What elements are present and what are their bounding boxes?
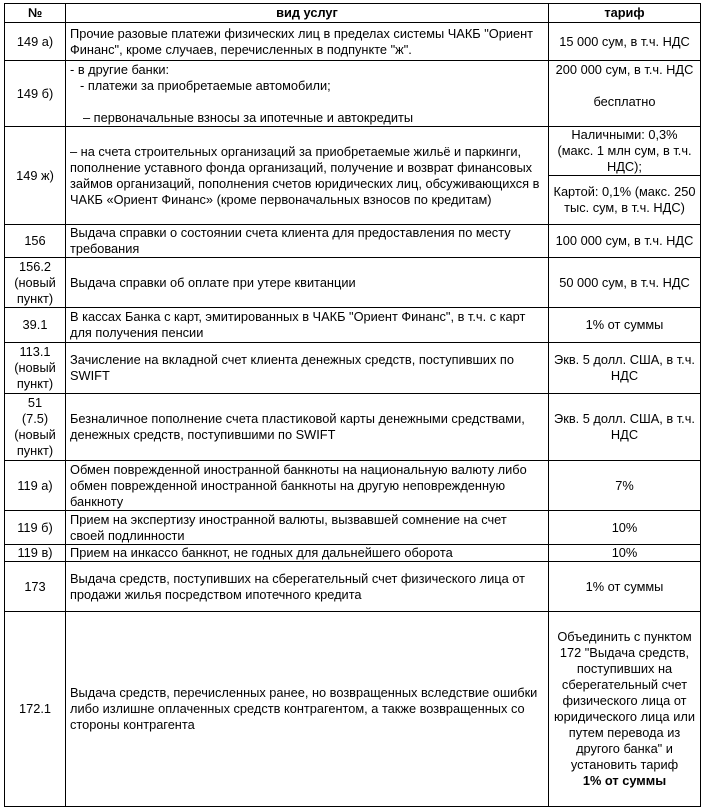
tariff-line: 200 000 сум, в т.ч. НДС (555, 62, 694, 77)
row-tariff (549, 61, 701, 127)
header-service: вид услуг (66, 4, 549, 23)
table-row (5, 308, 701, 343)
table-row (5, 612, 701, 807)
tariff-bold-text: 1% от суммы (582, 773, 667, 788)
row-number: 119 б) (5, 511, 66, 545)
header-tariff: тариф (549, 4, 701, 23)
row-number: 149 а) (5, 23, 66, 61)
row-number: 39.1 (5, 308, 66, 343)
row-service: – на счета строительных организаций за приобретаемые жильё и паркинги, пополнение уставного фонда организаций, получение и возврат финансовых займов организаций, пополнения счетов юридических лиц, обсуживающихся в ЧАКБ «Ориент Финанс» (кроме первоначальных взносов по кредитам) (66, 127, 549, 225)
row-service: Обмен поврежденной иностранной банкноты на национальную валюту либо обмен поврежденной иностранной банкноты на другую неповрежденную банкноту (66, 461, 549, 511)
row-service: Прочие разовые платежи физических лиц в пределах системы ЧАКБ "Ориент Финанс", кроме случаев, перечисленных в подпункте "ж". (66, 23, 549, 61)
row-number: 51 (7.5) (новый пункт) (5, 394, 66, 461)
row-tariff: 7% (549, 461, 701, 511)
row-number: 173 (5, 562, 66, 612)
row-number: 149 б) (5, 61, 66, 127)
tariff-line: бесплатно (593, 94, 656, 109)
row-number: 119 а) (5, 461, 66, 511)
row-service: Прием на инкассо банкнот, не годных для дальнейшего оборота (66, 545, 549, 562)
row-service (66, 61, 549, 127)
row-tariff: 15 000 сум, в т.ч. НДС (549, 23, 701, 61)
row-service: Безналичное пополнение счета пластиковой карты денежными средствами, денежных средств, поступившими по SWIFT (66, 394, 549, 461)
service-line: - платежи за приобретаемые автомобили; (80, 77, 331, 93)
table-row (5, 343, 701, 394)
tariff-line (553, 78, 696, 94)
row-tariff: 10% (549, 545, 701, 562)
row-tariff: 50 000 сум, в т.ч. НДС (549, 258, 701, 308)
row-number: 156 (5, 225, 66, 258)
row-number: 149 ж) (5, 127, 66, 225)
row-tariff: Экв. 5 долл. США, в т.ч. НДС (549, 394, 701, 461)
table-row (5, 394, 701, 461)
table-header-row (5, 4, 701, 23)
row-service: Выдача справки о состоянии счета клиента для предоставления по месту требования (66, 225, 549, 258)
row-service: В кассах Банка с карт, эмитированных в ЧАКБ "Ориент Финанс", в т.ч. с карт для получения пенсии (66, 308, 549, 343)
service-line (70, 94, 544, 110)
tariff-text: Объединить с пунктом 172 "Выдача средств, поступивших на сберегательный счет физического лица от юридического лица или путем перевода из другого банка" и установить тариф (554, 629, 695, 772)
header-number: № (5, 4, 66, 23)
table-row (5, 258, 701, 308)
row-service: Выдача справки об оплате при утере квитанции (66, 258, 549, 308)
row-service: Зачисление на вкладной счет клиента денежных средств, поступивших по SWIFT (66, 343, 549, 394)
row-tariff: 1% от суммы (549, 562, 701, 612)
table-row (5, 562, 701, 612)
tariff-table (4, 3, 701, 807)
row-number: 172.1 (5, 612, 66, 807)
row-tariff: 1% от суммы (549, 308, 701, 343)
row-service: Выдача средств, перечисленных ранее, но возвращенных вследствие ошибки либо излишне оплаченных средств контрагентом, а также возвращенных со стороны контрагента (66, 612, 549, 807)
row-tariff: 100 000 сум, в т.ч. НДС (549, 225, 701, 258)
row-tariff: Экв. 5 долл. США, в т.ч. НДС (549, 343, 701, 394)
row-number: 156.2 (новый пункт) (5, 258, 66, 308)
table-row (5, 61, 701, 127)
row-tariff: 10% (549, 511, 701, 545)
row-tariff (549, 612, 701, 807)
table-row (5, 545, 701, 562)
service-line: – первоначальные взносы за ипотечные и автокредиты (83, 109, 414, 125)
table-row (5, 511, 701, 545)
service-line: - в другие банки: (70, 61, 170, 77)
row-number: 113.1 (новый пункт) (5, 343, 66, 394)
table-row (5, 461, 701, 511)
table-row (5, 127, 701, 176)
row-service: Выдача средств, поступивших на сберегательный счет физического лица от продажи жилья посредством ипотечного кредита (66, 562, 549, 612)
row-service: Прием на экспертизу иностранной валюты, вызвавшей сомнение на счет своей подлинности (66, 511, 549, 545)
row-tariff: Наличными: 0,3% (макс. 1 млн сум, в т.ч. НДС); (549, 127, 701, 176)
table-row (5, 225, 701, 258)
table-row (5, 23, 701, 61)
row-number: 119 в) (5, 545, 66, 562)
row-tariff: Картой: 0,1% (макс. 250 тыс. сум, в т.ч. НДС) (549, 176, 701, 225)
